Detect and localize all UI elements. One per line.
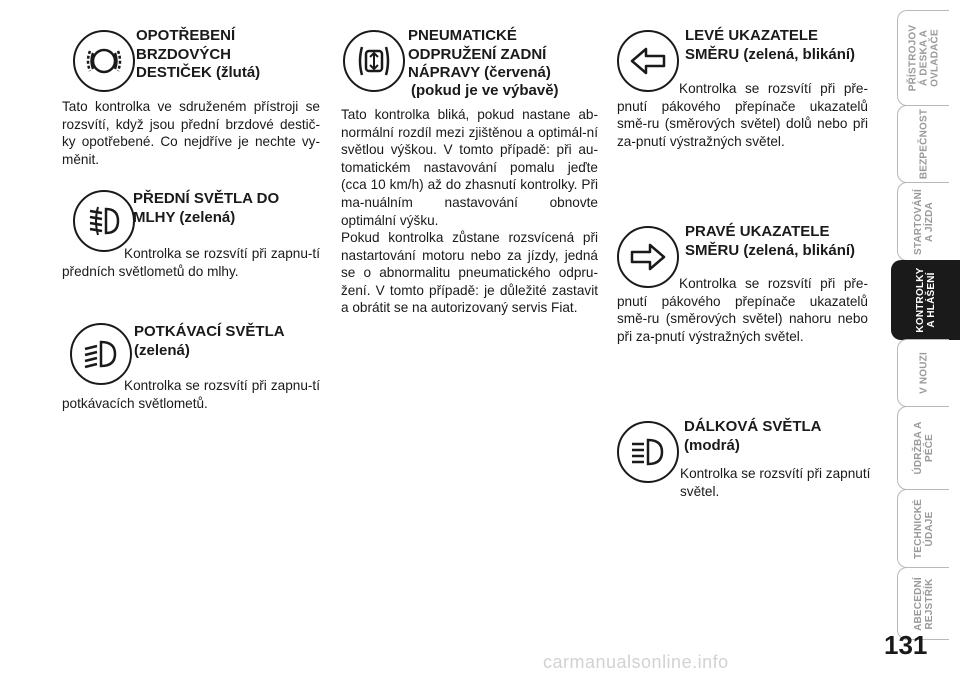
- tab-label: TECHNICKÉ ÚDAJE: [912, 498, 935, 559]
- right-indicator-heading: PRAVÉ UKAZATELE SMĚRU (zelená, blikání): [685, 223, 856, 259]
- tab-startovani[interactable]: [897, 182, 949, 261]
- tab-label: ABECEDNÍ REJSTŘÍK: [912, 576, 935, 631]
- high-beam-heading: DÁLKOVÁ SVĚTLA (modrá): [684, 418, 822, 454]
- brake-pads-icon: [73, 30, 135, 92]
- right-indicator-text: Kontrolka se rozsvítí při pře-pnutí pákového přepínače ukazatelů smě-ru (směrových světel) nahoru nebo při za-pnutí výstražných světel.: [617, 276, 868, 344]
- tab-pristrojova-deska[interactable]: [897, 10, 949, 106]
- front-fog-heading: PŘEDNÍ SVĚTLA DO MLHY (zelená): [133, 190, 280, 226]
- tab-label: ÚDRŽBA A PÉČE: [912, 421, 935, 475]
- low-beam-text: Kontrolka se rozsvítí při zapnu-tí potkávacích světlometů.: [62, 378, 320, 411]
- chapter-tabs: [897, 10, 960, 640]
- air-suspension-heading: PNEUMATICKÉ ODPRUŽENÍ ZADNÍ NÁPRAVY (červená): [408, 27, 551, 81]
- high-beam-text: Kontrolka se rozsvítí při zapnutí světel.: [680, 466, 871, 499]
- tab-label: V NOUZI: [918, 352, 929, 394]
- page-number: 131: [884, 630, 928, 660]
- tab-udrzba[interactable]: [897, 406, 949, 490]
- brake-pads-text: Tato kontrolka ve sdruženém přístroji se rozsvítí, když jsou přední brzdové destič-ky opotřebené. Co nejdříve je nechte vy-měnit.: [62, 99, 320, 167]
- air-suspension-text-1: Tato kontrolka bliká, pokud nastane ab-normální rozdíl mezi zjištěnou a optimál-ní světlou výškou. V tomto případě: při au-tomatickém nastavování pomalu jeďte (cca 10 km/h) až do zhasnutí kontrolky. Při ma-nuálním nastavování obnovte optimální výšku.: [341, 107, 598, 228]
- low-beam-heading: POTKÁVACÍ SVĚTLA (zelená): [134, 323, 285, 359]
- air-suspension-subtitle: (pokud je ve výbavě): [411, 82, 559, 99]
- tab-label: STARTOVÁNÍ A JÍZDA: [912, 188, 935, 255]
- tab-label: KONTROLKY A HLÁŠENÍ: [915, 267, 937, 333]
- tab-bezpecnost[interactable]: [897, 105, 949, 183]
- air-suspension-icon: [343, 30, 405, 92]
- left-indicator-text: Kontrolka se rozsvítí při pře-pnutí pákového přepínače ukazatelů smě-ru (směrových světel) dolů nebo při za-pnutí výstražných světel.: [617, 81, 868, 149]
- low-beam-icon: [70, 323, 132, 385]
- tab-label: PŘÍSTROJOV Á DESKA A OVLADAČE: [907, 24, 940, 92]
- tab-v-nouzi[interactable]: [897, 339, 949, 407]
- tab-label: BEZPEČNOST: [918, 108, 929, 180]
- high-beam-icon: [617, 421, 679, 483]
- air-suspension-text-2: Pokud kontrolka zůstane rozsvícená při nastartování motoru nebo za jízdy, jedná se o abnormalitu pneumatického odpru-žení. V tomto případě: je důležité zastavit a obrátit se na autorizovaný servis Fiat.: [341, 230, 598, 316]
- left-indicator-heading: LEVÉ UKAZATELE SMĚRU (zelená, blikání): [685, 27, 856, 63]
- brake-pads-heading: OPOTŘEBENÍ BRZDOVÝCH DESTIČEK (žlutá): [136, 27, 261, 81]
- tab-technicke-udaje[interactable]: [897, 489, 949, 568]
- front-fog-text: Kontrolka se rozsvítí při zapnu-tí předních světlometů do mlhy.: [62, 246, 320, 279]
- watermark-text: carmanualsonline.info: [543, 652, 729, 672]
- front-fog-light-icon: [73, 190, 135, 252]
